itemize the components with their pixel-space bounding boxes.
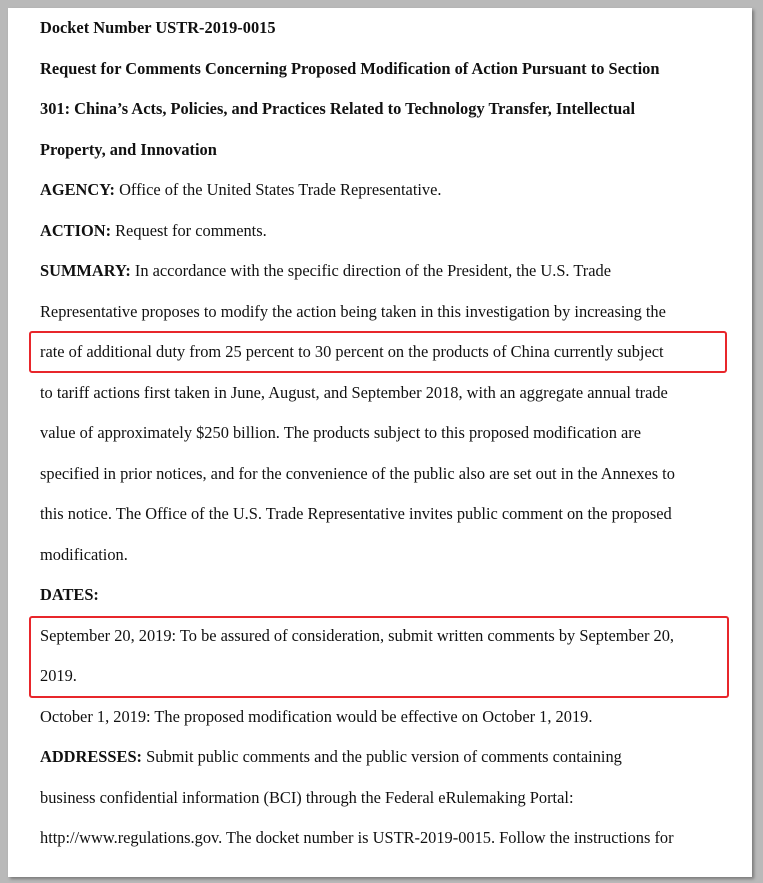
highlight-box-comment-deadline: [29, 616, 729, 698]
dates-line-highlighted: 2019.: [40, 666, 77, 685]
docket-number: Docket Number USTR-2019-0015: [40, 18, 276, 37]
summary-line: this notice. The Office of the U.S. Trade Representative invites public comment on the proposed: [40, 504, 672, 523]
summary-line: modification.: [40, 544, 128, 564]
dates-label: DATES:: [40, 585, 99, 604]
addresses-label: ADDRESSES:: [40, 747, 143, 766]
title-line-1: Request for Comments Concerning Proposed Modification of Action Pursuant to Section: [40, 58, 660, 78]
highlight-box-duty-rate: [29, 331, 727, 373]
summary-line: to tariff actions first taken in June, August, and September 2018, with an aggregate annual trade: [40, 382, 668, 402]
summary-first-text: In accordance with the specific direction of the President, the U.S. Trade: [130, 261, 611, 280]
addresses-first-text: Submit public comments and the public version of comments containing: [142, 747, 622, 766]
document-page: [8, 8, 752, 877]
title-line-2: 301: China’s Acts, Policies, and Practices Related to Technology Transfer, Intellectual: [40, 99, 636, 118]
addresses-line-1: [40, 737, 740, 778]
summary-line: value of approximately $250 billion. The products subject to this proposed modification are: [40, 423, 642, 442]
addresses-line: http://www.regulations.gov. The docket number is USTR-2019-0015. Follow the instructions for: [40, 828, 674, 847]
summary-label: SUMMARY:: [40, 261, 131, 280]
summary-line-1: [40, 251, 740, 292]
agency-text: Office of the United States Trade Representative.: [114, 180, 442, 199]
dates-line-highlighted: September 20, 2019: To be assured of consideration, submit written comments by September 20,: [40, 625, 675, 645]
document-body: [40, 8, 740, 859]
dates-line: October 1, 2019: The proposed modification would be effective on October 1, 2019.: [40, 706, 593, 726]
action-text: Request for comments.: [111, 220, 267, 240]
addresses-line: business confidential information (BCI) through the Federal eRulemaking Portal:: [40, 787, 574, 807]
summary-line: specified in prior notices, and for the convenience of the public also are set out in the Annexes to: [40, 463, 675, 483]
action-label: ACTION:: [40, 220, 112, 240]
title-line-3: Property, and Innovation: [40, 139, 217, 159]
agency-label: AGENCY:: [40, 180, 115, 199]
summary-line-highlighted: rate of additional duty from 25 percent to 30 percent on the products of China currently subject: [40, 342, 664, 361]
action-line: [40, 211, 740, 252]
summary-line: Representative proposes to modify the action being taken in this investigation by increasing the: [40, 301, 666, 321]
agency-line: [40, 170, 740, 211]
